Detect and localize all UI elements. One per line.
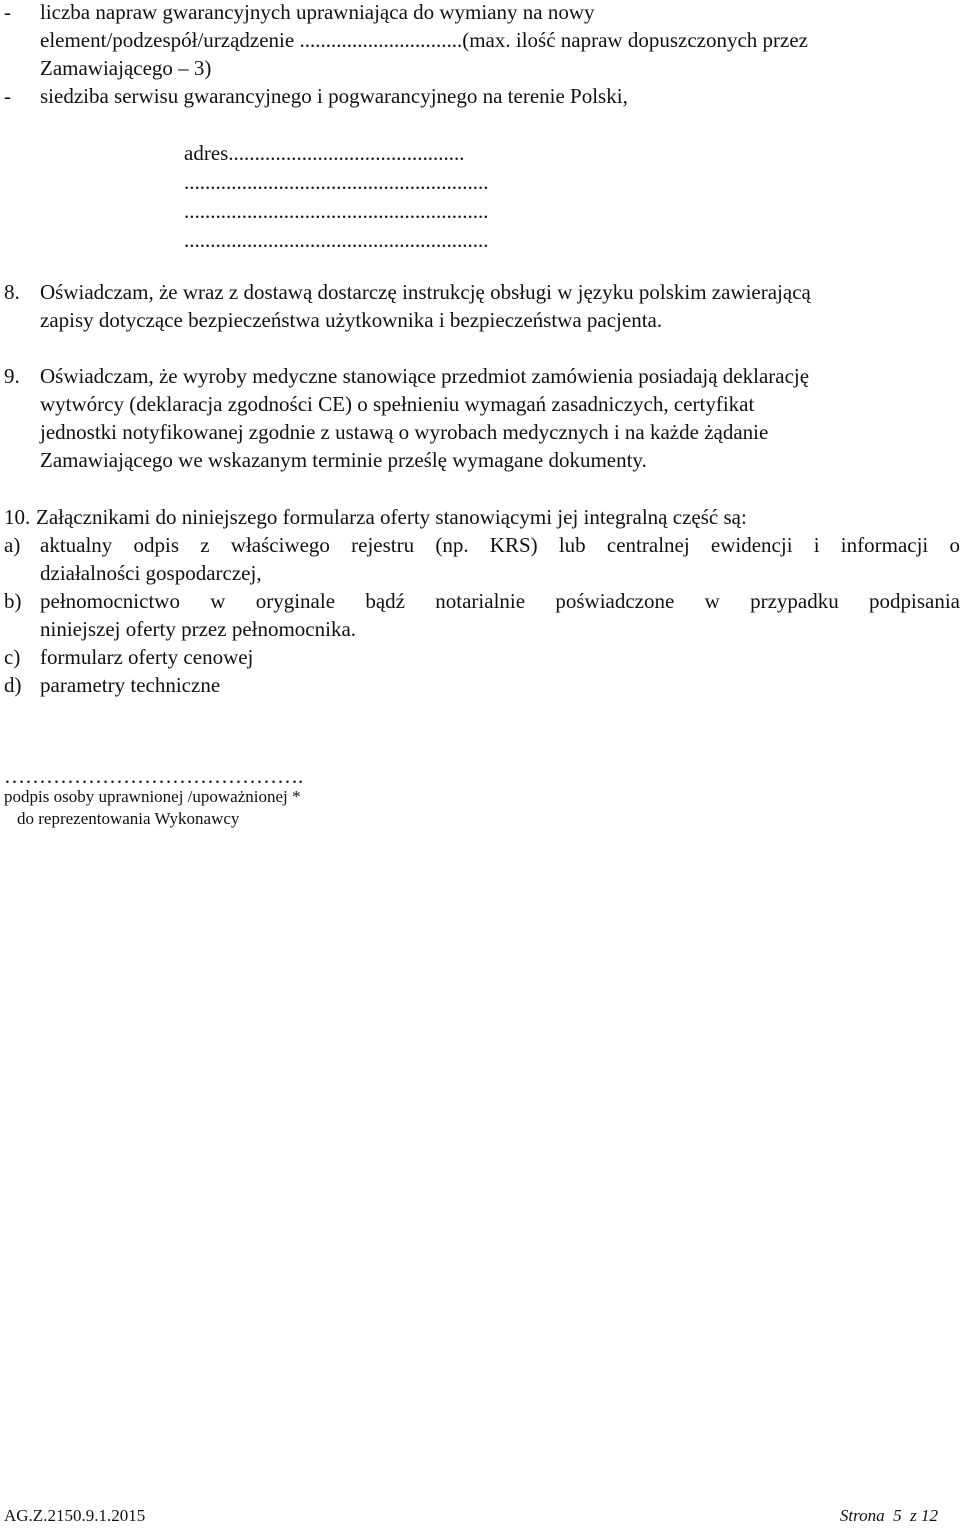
section-line: zapisy dotyczące bezpieczeństwa użytkownika i bezpieczeństwa pacjenta. <box>40 308 663 332</box>
document-reference: AG.Z.2150.9.1.2015 <box>4 1506 146 1525</box>
section-number: 8. <box>4 280 20 304</box>
attachment-line: działalności gospodarczej, <box>40 561 262 585</box>
attachment-item-a <box>0 531 960 559</box>
section-number: 10. <box>4 505 31 529</box>
list-item-continuation <box>0 54 960 82</box>
address-line: .......................................................... <box>184 199 489 223</box>
attachment-item-b <box>0 587 960 615</box>
attachment-line: niniejszej oferty przez pełnomocnika. <box>40 617 357 641</box>
signature-block <box>0 762 304 830</box>
section-number: 9. <box>4 364 20 388</box>
section-line: Oświadczam, że wraz z dostawą dostarczę instrukcję obsługi w języku polskim zawierającą <box>40 280 811 304</box>
attachment-marker: b) <box>4 589 22 613</box>
attachment-item-c <box>0 643 960 671</box>
list-line: siedziba serwisu gwarancyjnego i pogwarancyjnego na terenie Polski, <box>40 84 628 108</box>
section-line: Oświadczam, że wyroby medyczne stanowiące przedmiot zamówienia posiadają deklarację <box>40 364 810 388</box>
section-line: wytwórcy (deklaracja zgodności CE) o spełnieniu wymagań zasadniczych, certyfikat <box>40 392 755 416</box>
list-marker: - <box>4 0 11 24</box>
warranty-list <box>0 0 960 110</box>
list-line: Zamawiającego – 3) <box>40 56 212 80</box>
section-line: Zamawiającego we wskazanym terminie prześlę wymagane dokumenty. <box>40 448 647 472</box>
section-8 <box>0 278 960 334</box>
section-line: Załącznikami do niniejszego formularza oferty stanowiącymi jej integralną część są: <box>36 505 747 529</box>
address-line: .......................................................... <box>184 170 489 194</box>
list-line: element/podzespół/urządzenie ...............................(max. ilość napraw dopuszczonych przez <box>40 28 808 52</box>
signature-caption: do reprezentowania Wykonawcy <box>17 809 240 828</box>
list-item-continuation <box>0 26 960 54</box>
list-marker: - <box>4 84 11 108</box>
section-10 <box>0 503 960 699</box>
attachment-marker: d) <box>4 673 22 697</box>
address-line: adres............................................. <box>184 141 465 165</box>
section-9 <box>0 362 960 474</box>
attachment-item-d <box>0 671 960 699</box>
signature-caption: podpis osoby uprawnionej /upoważnionej * <box>4 787 301 806</box>
list-item-service-location <box>0 82 960 110</box>
address-line: .......................................................... <box>184 228 489 252</box>
section-line: jednostki notyfikowanej zgodnie z ustawą o wyrobach medycznych i na każde żądanie <box>40 420 769 444</box>
list-line: liczba napraw gwarancyjnych uprawniająca do wymiany na nowy <box>40 0 595 24</box>
signature-line: ……………………………………. <box>4 764 304 788</box>
attachment-line: aktualny odpis z właściwego rejestru (np. KRS) lub centralnej ewidencji i informacji o <box>40 533 960 557</box>
address-field <box>184 139 489 255</box>
attachment-marker: c) <box>4 645 21 669</box>
attachment-marker: a) <box>4 533 21 557</box>
page-footer <box>0 1502 960 1528</box>
list-item-repair-count <box>0 0 960 26</box>
attachment-line: formularz oferty cenowej <box>40 645 254 669</box>
page-number: Strona 5 z 12 <box>839 1506 938 1525</box>
attachment-line: pełnomocnictwo w oryginale bądź notarialnie poświadczone w przypadku podpisania <box>40 589 960 613</box>
attachment-line: parametry techniczne <box>40 673 221 697</box>
